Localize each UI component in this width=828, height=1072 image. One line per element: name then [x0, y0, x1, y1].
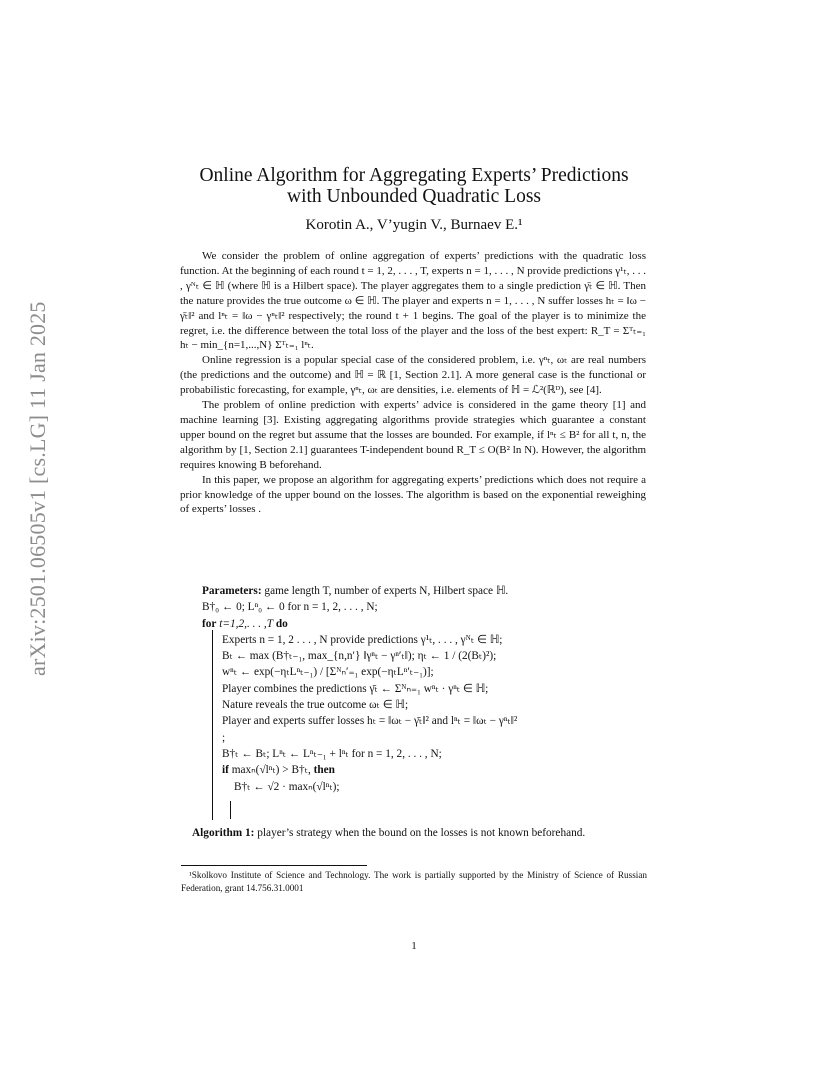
algorithm-block: [192, 583, 652, 795]
if-condition: maxₙ(√lⁿₜ) > B†ₜ,: [231, 764, 311, 777]
algorithm-step-losses: Player and experts suffer losses hₜ = ‖ωₜ − γ̄ₜ‖² and lⁿₜ = ‖ωₜ − γⁿₜ‖²: [222, 715, 518, 728]
algorithm-step-bound: Bₜ ← max (B†ₜ₋₁, max_{n,n′} ‖γⁿₜ − γⁿ′ₜ‖); ηₜ ← 1 / (2(Bₜ)²);: [222, 650, 497, 663]
parameters-label: Parameters:: [202, 585, 262, 597]
algorithm-step-experts: Experts n = 1, 2 . . . , N provide predictions γ¹ₜ, . . . , γᴺₜ ∈ ℍ;: [222, 633, 503, 646]
arxiv-identifier: arXiv:2501.06505v1 [cs.LG] 11 Jan 2025: [25, 301, 50, 676]
footnote: [181, 869, 647, 894]
footnote-rule: [181, 865, 367, 866]
for-loop-bracket: [212, 630, 213, 820]
parameters-text: game length T, number of experts N, Hilbert space ℍ.: [264, 585, 509, 597]
if-block-bracket: [230, 801, 231, 819]
algorithm-caption: [192, 826, 650, 841]
then-keyword: then: [313, 764, 335, 777]
algorithm-step-update: B†ₜ ← Bₜ; Lⁿₜ ← Lⁿₜ₋₁ + lⁿₜ for n = 1, 2, . . . , N;: [222, 747, 442, 760]
page-number: 1: [411, 940, 417, 952]
paragraph-online-regression: Online regression is a popular special case of the considered problem, i.e. γⁿₜ, ωₜ are real numbers (the predictions and the outcome) and ℍ = ℝ [1, Section 2.1]. A more general case is the functional or probabilistic forecasting, for example, γⁿₜ, ωₜ are densities, i.e. elements of ℍ = ℒ²(ℝᴰ), see [4].: [180, 354, 646, 397]
abstract-body: [180, 249, 646, 517]
algorithm-parameters: [192, 583, 652, 599]
algorithm-if-header: [192, 762, 652, 778]
algorithm-step-combine: Player combines the predictions γ̄ₜ ← Σᴺₙ₌₁ wⁿₜ · γⁿₜ ∈ ℍ;: [222, 682, 489, 695]
if-keyword: if: [222, 764, 229, 777]
caption-label: Algorithm 1:: [192, 827, 255, 839]
algorithm-step-weights: wⁿₜ ← exp(−ηₜLⁿₜ₋₁) / [Σᴺₙ′₌₁ exp(−ηₜLⁿ′ₜ₋₁)];: [222, 666, 434, 679]
algorithm-for-header: [192, 616, 652, 632]
caption-text: player’s strategy when the bound on the losses is not known beforehand.: [257, 827, 586, 839]
footnote-text: ¹Skolkovo Institute of Science and Technology. The work is partially supported by the Ministry of Science of Russian Federation, grant 14.756.31.0001: [181, 870, 647, 893]
for-range: t=1,2,. . . ,T: [219, 617, 274, 630]
title-line-2: with Unbounded Quadratic Loss: [287, 186, 541, 207]
paper-title: [160, 165, 668, 207]
do-keyword: do: [275, 617, 288, 630]
paragraph-problem: We consider the problem of online aggregation of experts’ predictions with the quadratic loss function. At the beginning of each round t = 1, 2, . . . , T, experts n = 1, . . . , N provide predictions γ¹ₜ, . . . , γᴺₜ ∈ ℍ (where ℍ is a Hilbert space). The player aggregates them to a single prediction γ̄ₜ ∈ ℍ. Then the nature provides the true outcome ω ∈ ℍ. The player and experts n = 1, . . . , N suffer losses hₜ = ‖ω − γ̄ₜ‖² and lⁿₜ = ‖ω − γⁿₜ‖² respectively; the round t + 1 begins. The goal of the player is to minimize the regret, i.e. the difference between the total loss of the player and the loss of the best expert: R_T = Σᵀₜ₌₁ hₜ − min_{n=1,...,N} Σᵀₜ₌₁ lⁿₜ.: [180, 250, 646, 352]
author-list: Korotin A., V’yugin V., Burnaev E.¹: [305, 217, 523, 233]
algorithm-then-step: B†ₜ ← √2 · maxₙ(√lⁿₜ);: [234, 780, 340, 793]
paragraph-prior-work: The problem of online prediction with experts’ advice is considered in the game theory [1] and machine learning [3]. Existing aggregating algorithms provide strategies which guarantee a constant upper bound on the regret but assume that the losses are bounded. For example, if lⁿₜ ≤ B² for all t, n, the algorithm by [1, Section 2.1] guarantees T-independent bound R_T ≤ O(B² ln N). However, the algorithm requires knowing B beforehand.: [180, 399, 646, 471]
algorithm-step-nature: Nature reveals the true outcome ωₜ ∈ ℍ;: [222, 699, 409, 712]
for-keyword: for: [202, 617, 217, 630]
title-line-1: Online Algorithm for Aggregating Experts’ Predictions: [199, 165, 629, 186]
paragraph-contribution: In this paper, we propose an algorithm for aggregating experts’ predictions which does not require a prior knowledge of the upper bound on the losses. The algorithm is based on the exponential reweighing of experts’ losses .: [180, 473, 646, 516]
algorithm-init: B†₀ ← 0; Lⁿ₀ ← 0 for n = 1, 2, . . . , N;: [202, 601, 378, 614]
algorithm-step-semicolon: ;: [222, 731, 226, 744]
